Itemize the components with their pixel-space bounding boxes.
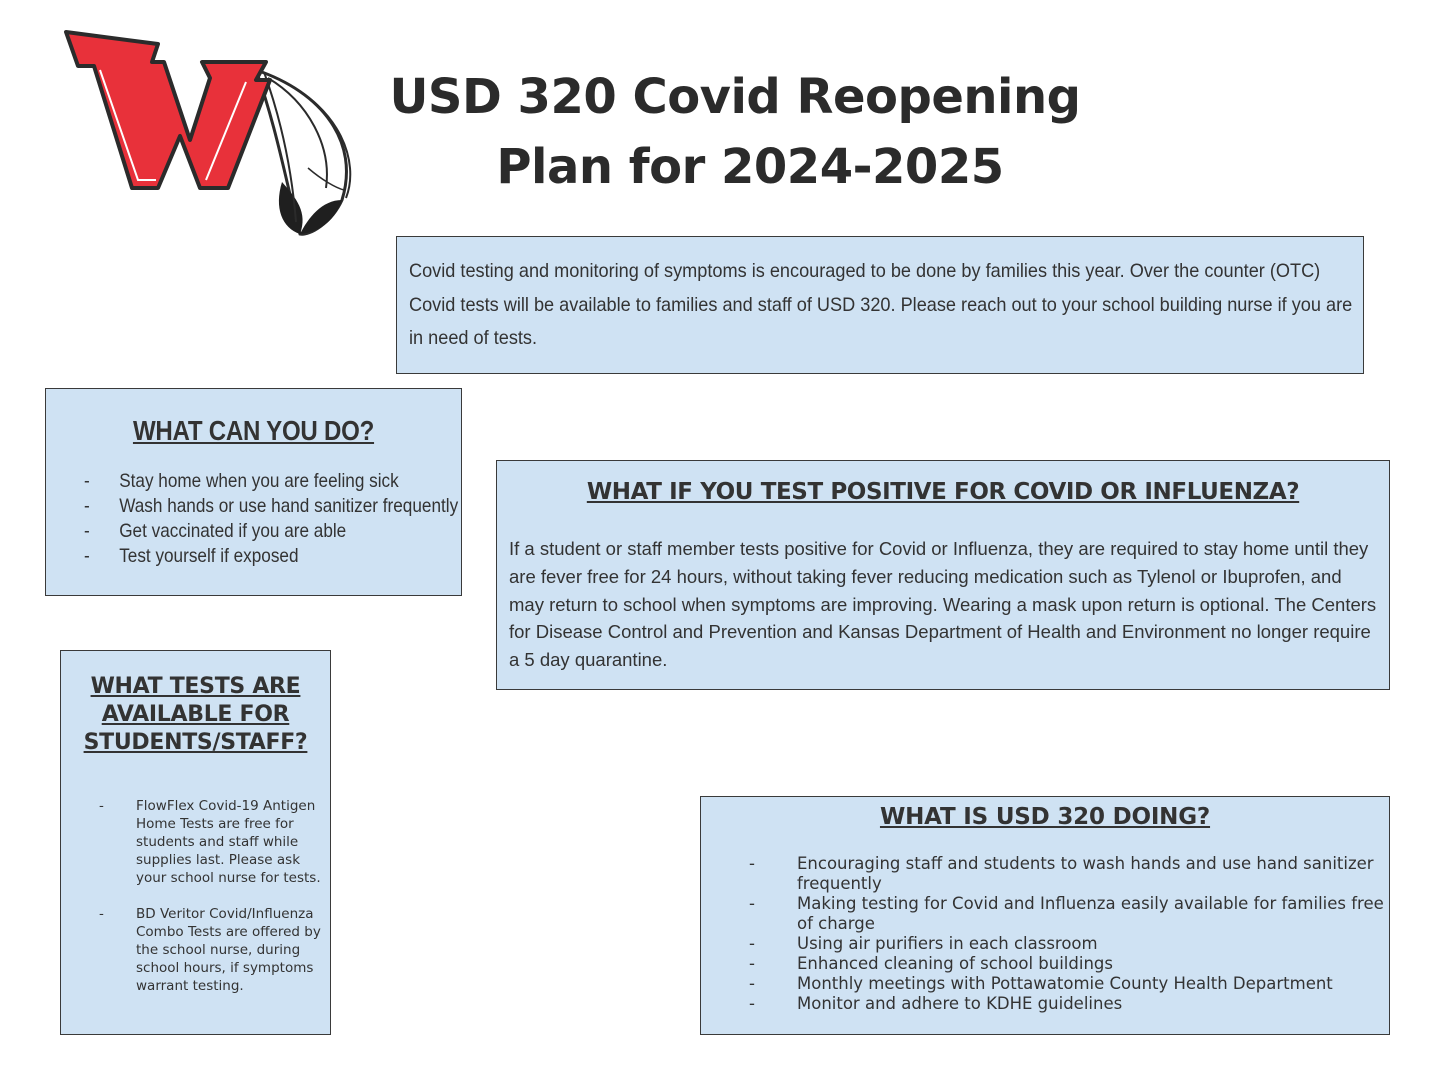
list-item: [749, 934, 1387, 954]
test-positive-heading: WHAT IF YOU TEST POSITIVE FOR COVID OR INFLUENZA?: [586, 479, 1300, 505]
list-item: [84, 519, 416, 544]
bullet-dash: -: [749, 994, 755, 1013]
wamego-w-feather-icon: [60, 22, 360, 244]
list-item-text: Enhanced cleaning of school buildings: [797, 954, 1113, 973]
list-item: [749, 894, 1387, 934]
tests-available-list: [61, 797, 330, 995]
list-item-text: Wash hands or use hand sanitizer frequently: [119, 495, 459, 517]
bullet-dash: -: [749, 854, 755, 873]
tests-available-heading: WHAT TESTS ARE AVAILABLE FOR STUDENTS/STAFF?: [83, 674, 308, 755]
page-title: [360, 62, 1110, 202]
list-item-text: Encouraging staff and students to wash hands and use hand sanitizer frequently: [797, 854, 1374, 893]
list-item: [749, 994, 1387, 1014]
bullet-dash: -: [749, 954, 755, 973]
list-item: [84, 494, 459, 519]
bullet-dash: -: [84, 470, 90, 492]
list-item-text: Making testing for Covid and Influenza easily available for families free of charge: [797, 894, 1384, 933]
list-item: [99, 905, 321, 995]
list-item-text: FlowFlex Covid-19 Antigen Home Tests are free for students and staff while supplies last. Please ask your school nurse for tests.: [136, 798, 321, 886]
bullet-dash: -: [84, 495, 90, 517]
bullet-dash: -: [749, 974, 755, 993]
list-item-text: Using air purifiers in each classroom: [797, 934, 1098, 953]
bullet-dash: -: [99, 906, 104, 922]
bullet-dash: -: [84, 545, 90, 567]
list-item-text: Test yourself if exposed: [119, 545, 299, 567]
title-line-2: Plan for 2024-2025: [496, 139, 1004, 195]
usd-doing-list: [701, 854, 1389, 1014]
what-can-you-do-list: [46, 469, 461, 569]
bullet-dash: -: [84, 520, 90, 542]
test-positive-box: [496, 460, 1390, 690]
list-item: [749, 954, 1387, 974]
title-line-1: USD 320 Covid Reopening: [389, 69, 1081, 125]
bullet-dash: -: [99, 798, 104, 814]
list-item-text: Monthly meetings with Pottawatomie County Health Department: [797, 974, 1333, 993]
usd-doing-heading: WHAT IS USD 320 DOING?: [879, 804, 1211, 830]
bullet-dash: -: [749, 894, 755, 913]
usd-doing-box: [700, 796, 1390, 1035]
test-positive-text: If a student or staff member tests positive for Covid or Influenza, they are required to stay home until they are fever free for 24 hours, without taking fever reducing medication such as Tylenol or Ibuprofen, and may return to school when symptoms are improving. Wearing a mask upon return is optional. The Centers for Disease Control and Prevention and Kansas Department of Health and Environment no longer require a 5 day quarantine.: [509, 538, 1377, 671]
intro-box: [396, 236, 1364, 374]
list-item-text: Monitor and adhere to KDHE guidelines: [797, 994, 1123, 1013]
list-item-text: BD Veritor Covid/Influenza Combo Tests are offered by the school nurse, during school hours, if symptoms warrant testing.: [136, 906, 321, 994]
list-item: [749, 854, 1387, 894]
list-item: [84, 544, 416, 569]
tests-available-box: [60, 650, 331, 1035]
list-item-text: Get vaccinated if you are able: [119, 520, 347, 542]
what-can-you-do-box: [45, 388, 462, 596]
list-item: [84, 469, 416, 494]
intro-text: Covid testing and monitoring of symptoms is encouraged to be done by families this year. Over the counter (OTC) Covid tests will be available to families and staff of USD 320. Please reach out to your school building nurse if you are in need of tests.: [409, 260, 1353, 349]
what-can-you-do-heading: WHAT CAN YOU DO?: [132, 415, 375, 446]
list-item: [749, 974, 1387, 994]
list-item-text: Stay home when you are feeling sick: [119, 470, 399, 492]
list-item: [99, 797, 321, 887]
bullet-dash: -: [749, 934, 755, 953]
school-logo: [60, 22, 360, 244]
